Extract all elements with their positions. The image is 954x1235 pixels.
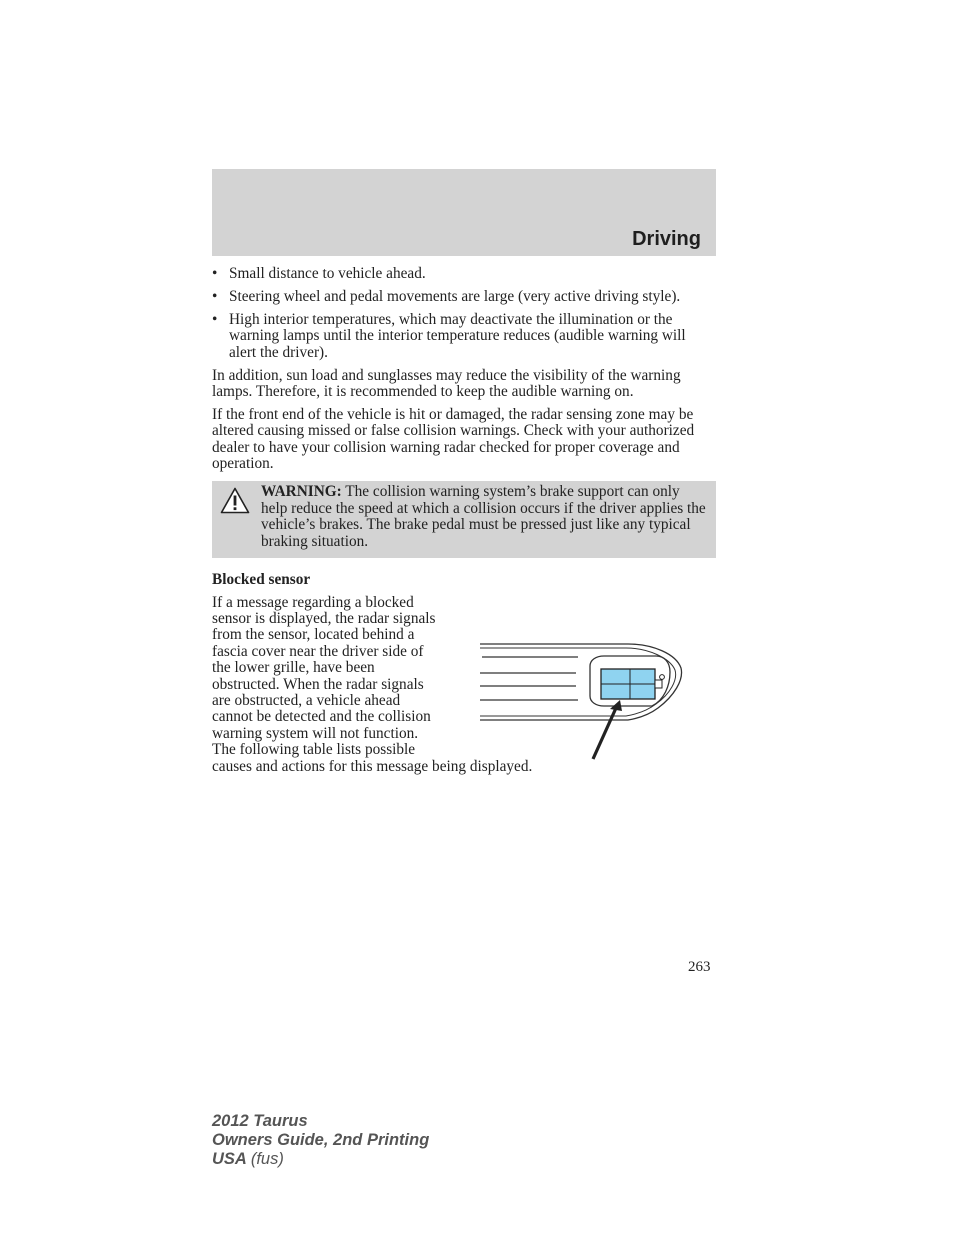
bullet-list [212, 266, 716, 361]
text-line: cannot be detected and the collision [212, 708, 431, 726]
text-line: sensor is displayed, the radar signals [212, 609, 436, 627]
text-line: warning system will not function. [212, 724, 419, 742]
paragraph-sun-load: In addition, sun load and sunglasses may reduce the visibility of the warning lamps. Therefore, it is recommended to keep the audible warning on. [212, 366, 681, 400]
radar-sensor-illustration [478, 640, 688, 764]
list-item-text: High interior temperatures, which may deactivate the illumination or the warning lamps until the interior temperature reduces (audible warning will alert the driver). [229, 310, 686, 361]
text-line: fascia cover near the driver side of [212, 642, 424, 660]
list-item [212, 312, 716, 361]
warning-box [212, 481, 716, 558]
warning-text: The collision warning system’s brake support can only help reduce the speed at which a collision occurs if the driver applies the vehicle’s brakes. The brake pedal must be pressed just like any typical braking situation. [261, 483, 706, 550]
warning-triangle-icon [220, 487, 250, 514]
section-title: Driving [632, 228, 701, 250]
text-line: causes and actions for this message being displayed. [212, 757, 533, 775]
text-line: The following table lists possible [212, 741, 416, 759]
bullet-dot: • [212, 310, 218, 328]
bullet-dot: • [212, 287, 218, 305]
footer-region-name: USA [212, 1150, 247, 1168]
paragraph-front-damage: If the front end of the vehicle is hit or damaged, the radar sensing zone may be altered causing missed or false collision warnings. Check with your authorized dealer to have your collision warning radar checked for proper coverage and operation. [212, 405, 695, 473]
list-item-text: Small distance to vehicle ahead. [229, 265, 426, 282]
text-line: If a message regarding a blocked [212, 593, 414, 611]
list-item-text: Steering wheel and pedal movements are large (very active driving style). [229, 287, 681, 305]
footer-guide: Owners Guide, 2nd Printing [212, 1131, 430, 1149]
page-number: 263 [688, 959, 711, 975]
text-line: are obstructed, a vehicle ahead [212, 691, 401, 709]
subsection-title: Blocked sensor [212, 571, 311, 589]
footer-model: 2012 Taurus [212, 1112, 308, 1130]
footer-region-code: (fus) [250, 1150, 284, 1168]
warning-body [218, 484, 706, 550]
list-item [212, 266, 716, 282]
bullet-dot: • [212, 265, 218, 282]
footer [212, 1112, 429, 1169]
text-line: from the sensor, located behind a [212, 626, 415, 644]
warning-label: WARNING: [261, 483, 342, 501]
list-item [212, 289, 716, 305]
section-header-band [212, 169, 716, 256]
text-line: obstructed. When the radar signals [212, 675, 424, 693]
text-line: the lower grille, have been [212, 659, 375, 677]
footer-region [212, 1150, 429, 1169]
